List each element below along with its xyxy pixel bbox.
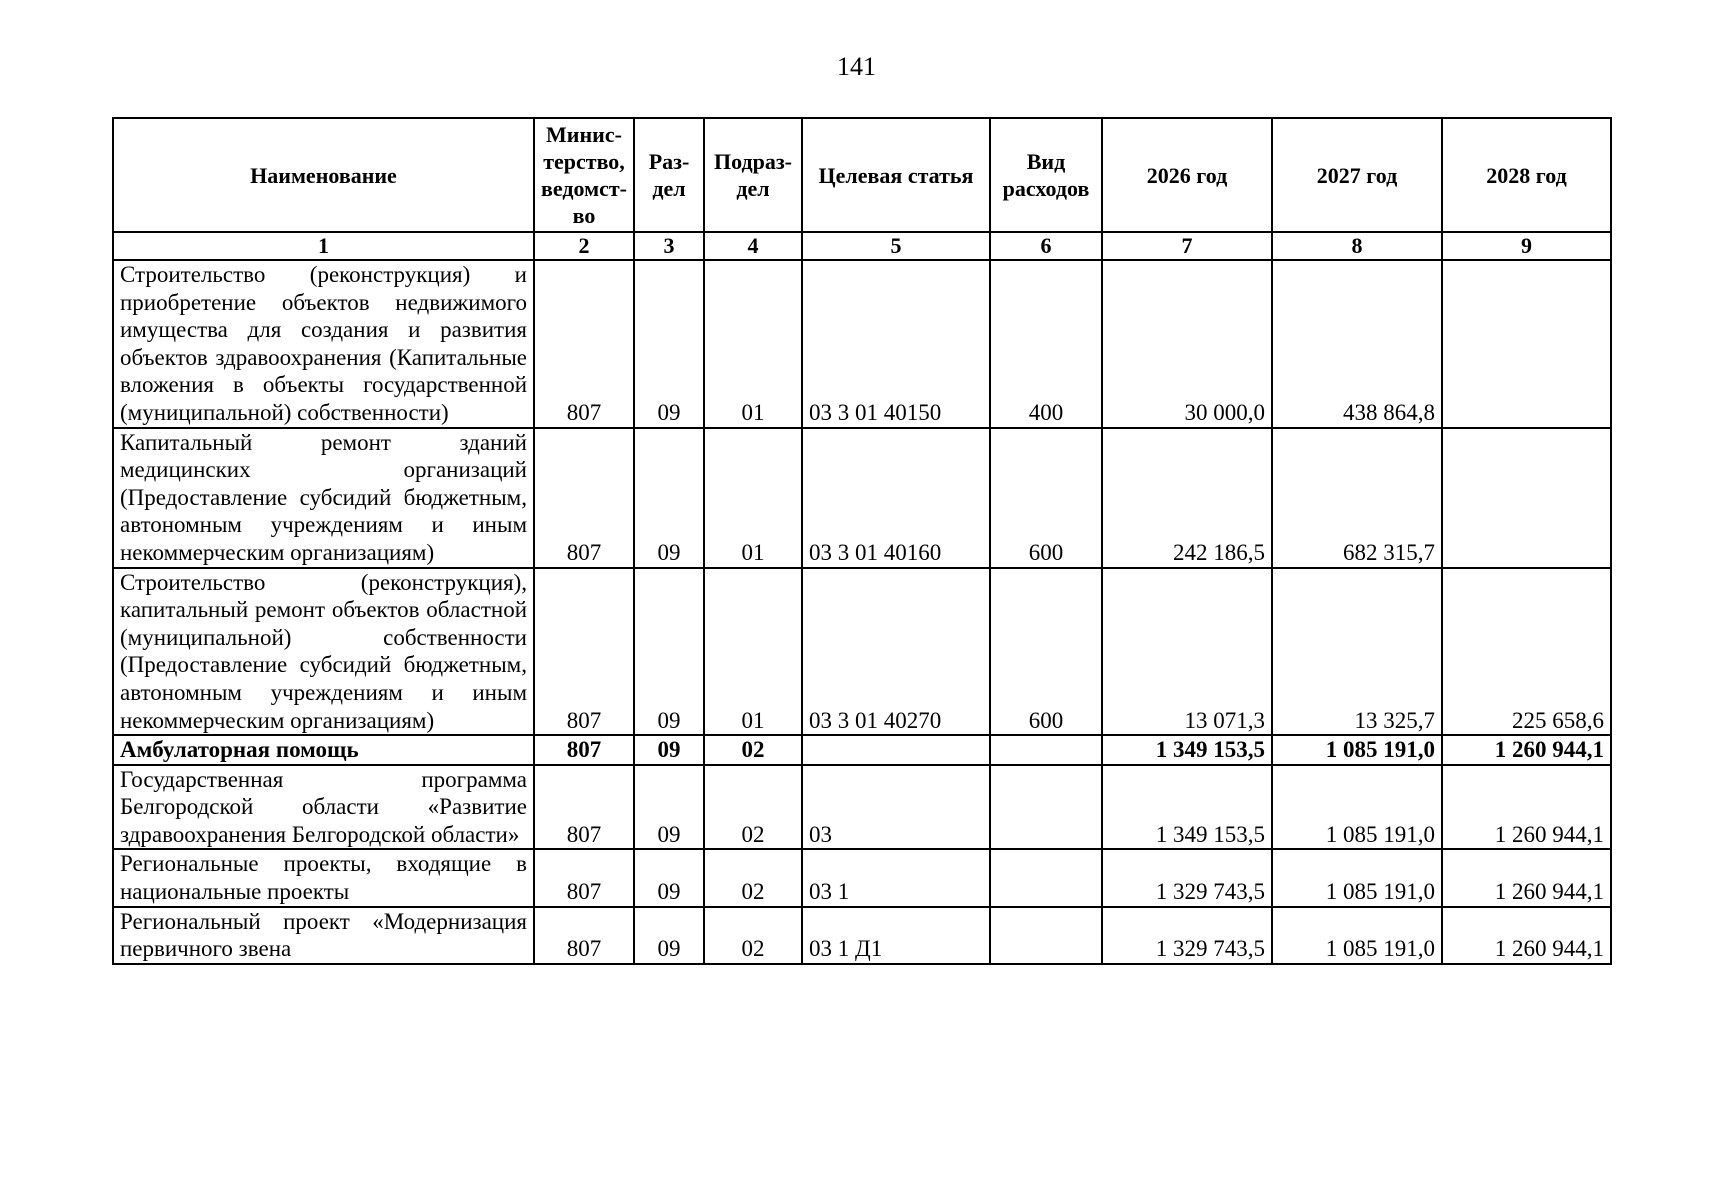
row-2027: 682 315,7	[1272, 428, 1442, 568]
table-row	[113, 849, 1611, 906]
column-number: 4	[704, 232, 802, 260]
row-expense-type	[990, 849, 1102, 906]
row-2026: 1 329 743,5	[1102, 849, 1272, 906]
header-row	[113, 118, 1611, 232]
column-number: 3	[634, 232, 704, 260]
column-number: 7	[1102, 232, 1272, 260]
row-name: Региональные проекты, входящие в национальные проекты	[113, 849, 534, 906]
row-2027: 1 085 191,0	[1272, 907, 1442, 964]
row-2028: 1 260 944,1	[1442, 907, 1611, 964]
row-2028	[1442, 260, 1611, 428]
row-2028	[1442, 428, 1611, 568]
row-target: 03 3 01 40150	[802, 260, 990, 428]
row-expense-type: 600	[990, 568, 1102, 736]
row-expense-type: 400	[990, 260, 1102, 428]
row-ministry: 807	[534, 849, 634, 906]
column-number: 9	[1442, 232, 1611, 260]
header-subsection: Подраз-дел	[704, 118, 802, 232]
row-subsection: 02	[704, 735, 802, 765]
header-target: Целевая статья	[802, 118, 990, 232]
row-subsection: 02	[704, 907, 802, 964]
row-section: 09	[634, 260, 704, 428]
row-target: 03 3 01 40270	[802, 568, 990, 736]
row-section: 09	[634, 428, 704, 568]
row-name: Региональный проект «Модернизация первичного звена	[113, 907, 534, 964]
column-number: 2	[534, 232, 634, 260]
row-2027: 13 325,7	[1272, 568, 1442, 736]
row-2026: 1 329 743,5	[1102, 907, 1272, 964]
row-expense-type: 600	[990, 428, 1102, 568]
row-2027: 1 085 191,0	[1272, 765, 1442, 850]
row-ministry: 807	[534, 568, 634, 736]
row-2026: 1 349 153,5	[1102, 735, 1272, 765]
budget-table	[112, 117, 1612, 965]
row-target: 03 1	[802, 849, 990, 906]
column-number: 6	[990, 232, 1102, 260]
row-section: 09	[634, 765, 704, 850]
row-name: Строительство (реконструкция), капитальный ремонт объектов областной (муниципальной) собственности (Предоставление субсидий бюджетным, автономным учреждениям и иным некоммерческим организациям)	[113, 568, 534, 736]
row-target: 03 1 Д1	[802, 907, 990, 964]
row-target	[802, 735, 990, 765]
row-2028: 225 658,6	[1442, 568, 1611, 736]
row-section: 09	[634, 568, 704, 736]
table-row	[113, 428, 1611, 568]
column-number-row	[113, 232, 1611, 260]
header-name: Наименование	[113, 118, 534, 232]
header-2028: 2028 год	[1442, 118, 1611, 232]
row-expense-type	[990, 765, 1102, 850]
row-name: Капитальный ремонт зданий медицинских организаций (Предоставление субсидий бюджетным, автономным учреждениям и иным некоммерческим организациям)	[113, 428, 534, 568]
row-subsection: 01	[704, 568, 802, 736]
row-2026: 30 000,0	[1102, 260, 1272, 428]
row-2026: 242 186,5	[1102, 428, 1272, 568]
row-2027: 438 864,8	[1272, 260, 1442, 428]
row-2027: 1 085 191,0	[1272, 735, 1442, 765]
row-2028: 1 260 944,1	[1442, 849, 1611, 906]
row-ministry: 807	[534, 428, 634, 568]
row-ministry: 807	[534, 260, 634, 428]
header-2026: 2026 год	[1102, 118, 1272, 232]
table-row	[113, 260, 1611, 428]
row-subsection: 01	[704, 428, 802, 568]
page-number: 141	[837, 52, 876, 81]
table-row	[113, 568, 1611, 736]
row-target: 03	[802, 765, 990, 850]
row-2027: 1 085 191,0	[1272, 849, 1442, 906]
table-row	[113, 765, 1611, 850]
row-name: Строительство (реконструкция) и приобретение объектов недвижимого имущества для создания и развития объектов здравоохранения (Капитальные вложения в объекты государственной (муниципальной) собственности)	[113, 260, 534, 428]
row-subsection: 02	[704, 765, 802, 850]
row-name: Государственная программа Белгородской области «Развитие здравоохранения Белгородской области»	[113, 765, 534, 850]
row-2026: 1 349 153,5	[1102, 765, 1272, 850]
row-ministry: 807	[534, 765, 634, 850]
row-ministry: 807	[534, 907, 634, 964]
row-section: 09	[634, 907, 704, 964]
column-number: 5	[802, 232, 990, 260]
row-subsection: 02	[704, 849, 802, 906]
row-target: 03 3 01 40160	[802, 428, 990, 568]
header-section: Раз-дел	[634, 118, 704, 232]
header-ministry: Минис-терство, ведомст-во	[534, 118, 634, 232]
table-row	[113, 907, 1611, 964]
row-expense-type	[990, 907, 1102, 964]
column-number: 1	[113, 232, 534, 260]
row-name: Амбулаторная помощь	[113, 735, 534, 765]
row-2026: 13 071,3	[1102, 568, 1272, 736]
row-section: 09	[634, 849, 704, 906]
row-section: 09	[634, 735, 704, 765]
row-ministry: 807	[534, 735, 634, 765]
row-expense-type	[990, 735, 1102, 765]
table-row-subtotal	[113, 735, 1611, 765]
row-2028: 1 260 944,1	[1442, 765, 1611, 850]
row-subsection: 01	[704, 260, 802, 428]
column-number: 8	[1272, 232, 1442, 260]
header-expense-type: Вид расходов	[990, 118, 1102, 232]
row-2028: 1 260 944,1	[1442, 735, 1611, 765]
header-2027: 2027 год	[1272, 118, 1442, 232]
